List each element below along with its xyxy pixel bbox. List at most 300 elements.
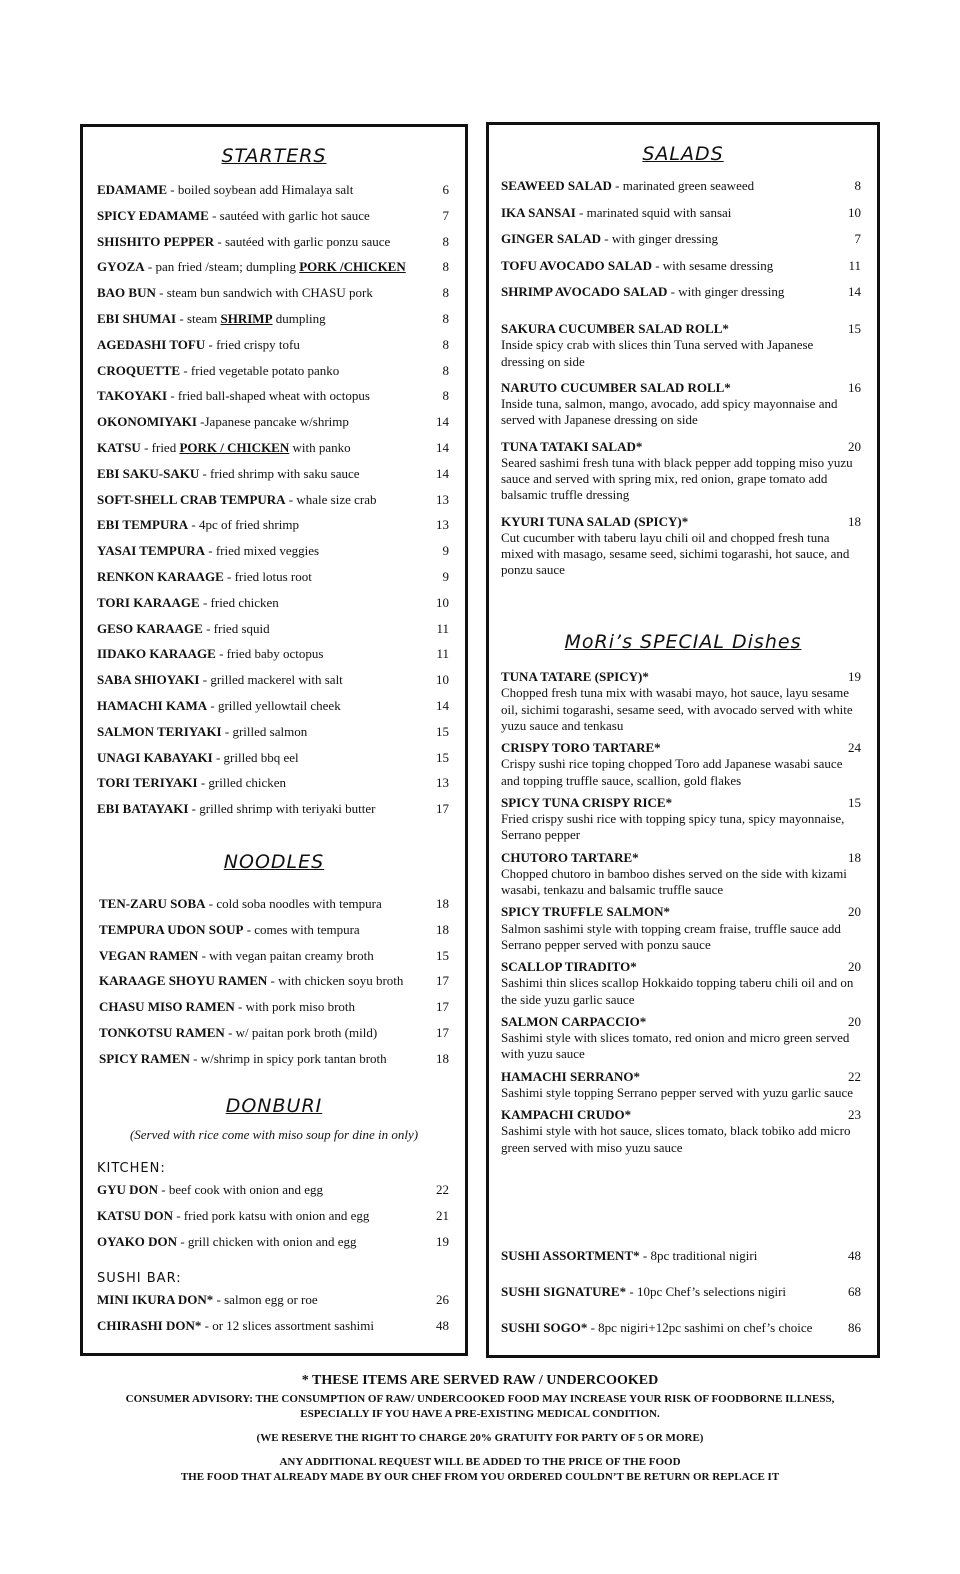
item-name: KATSU xyxy=(97,440,141,455)
special-dishes-list xyxy=(501,669,861,1162)
item-name: TONKOTSU RAMEN xyxy=(99,1025,225,1040)
menu-item-text xyxy=(99,1000,427,1015)
item-price: 8 xyxy=(442,259,449,275)
item-name: SOFT-SHELL CRAB TEMPURA xyxy=(97,492,286,507)
item-description: - or 12 slices assortment sashimi xyxy=(201,1319,374,1333)
item-name: TUNA TATAKI SALAD* xyxy=(501,438,643,454)
item-price: 6 xyxy=(442,182,449,197)
item-description: - with pork miso broth xyxy=(234,1000,356,1015)
item-price: 14 xyxy=(436,697,449,713)
menu-item xyxy=(501,1107,861,1156)
menu-item-text xyxy=(97,467,427,482)
item-price: 11 xyxy=(436,646,449,662)
menu-item-text xyxy=(97,622,427,637)
item-price: 8 xyxy=(854,178,861,193)
item-name: SABA SHIOYAKI xyxy=(97,673,200,688)
item-price: 15 xyxy=(848,321,861,336)
item-description: - comes with tempura xyxy=(243,922,360,937)
menu-item-text xyxy=(97,570,427,585)
item-price: 18 xyxy=(848,513,861,529)
menu-item xyxy=(97,1209,449,1235)
salads-detailed-list xyxy=(501,321,861,589)
item-price: 18 xyxy=(848,849,861,865)
item-description-tail: with panko xyxy=(289,440,351,455)
menu-item-text xyxy=(97,802,427,817)
menu-item xyxy=(97,1293,449,1319)
item-description: Sashimi style with slices tomato, red onion and micro green served with yuzu sauce xyxy=(501,1030,850,1062)
item-description: Seared sashimi fresh tuna with black pepper add topping miso yuzu sauce and served with spring mix, red onion, grape tomato add balsamic truffle dressing xyxy=(501,454,853,503)
item-price: 8 xyxy=(442,285,449,301)
menu-item-text xyxy=(97,209,427,224)
item-description: - marinated squid with sansai xyxy=(575,205,732,220)
item-name: GINGER SALAD xyxy=(501,232,602,246)
item-description: - grilled yellowtail cheek xyxy=(207,698,341,713)
item-price: 16 xyxy=(848,379,861,395)
item-name: EBI SAKU-SAKU xyxy=(97,466,200,481)
item-name: GYOZA xyxy=(97,260,145,275)
menu-item-text xyxy=(97,441,427,456)
item-name: UNAGI KABAYAKI xyxy=(97,750,213,765)
menu-item xyxy=(97,209,449,235)
kitchen-label: KITCHEN: xyxy=(97,1161,166,1176)
menu-item-text xyxy=(97,312,427,327)
item-price: 10 xyxy=(436,672,449,688)
menu-item-text xyxy=(99,974,427,989)
item-price: 7 xyxy=(854,231,861,246)
item-name: SAKURA CUCUMBER SALAD ROLL* xyxy=(501,321,729,336)
item-description: Inside tuna, salmon, mango, avocado, add spicy mayonnaise and served with Japanese dressing on side xyxy=(501,396,838,428)
starters-heading: STARTERS xyxy=(221,145,327,167)
item-name: SUSHI ASSORTMENT* xyxy=(501,1249,640,1263)
item-name: SPICY EDAMAME xyxy=(97,208,209,223)
item-price: 14 xyxy=(436,414,449,430)
menu-item-text xyxy=(501,285,839,300)
item-option: PORK /CHICKEN xyxy=(299,260,406,275)
item-name: TORI KARAAGE xyxy=(97,595,200,610)
menu-item-text xyxy=(97,544,427,559)
item-price: 18 xyxy=(436,1050,449,1066)
item-price: 48 xyxy=(436,1318,449,1333)
menu-item xyxy=(501,259,861,286)
menu-item xyxy=(99,923,449,949)
item-name: EBI TEMPURA xyxy=(97,518,189,533)
return-notice: THE FOOD THAT ALREADY MADE BY OUR CHEF FROM YOU ORDERED COULDN’T BE RETURN OR REPLACE IT xyxy=(180,1471,780,1483)
item-description: - fried baby octopus xyxy=(215,647,324,662)
item-price: 17 xyxy=(436,973,449,989)
menu-item-text xyxy=(99,1052,427,1067)
donburi-heading: DONBURI xyxy=(225,1095,323,1117)
menu-item-text xyxy=(97,1235,427,1250)
menu-item-text xyxy=(501,206,839,221)
item-price: 23 xyxy=(848,1107,861,1122)
menu-item xyxy=(97,467,449,493)
item-description: Inside spicy crab with slices thin Tuna served with Japanese dressing on side xyxy=(501,337,814,369)
item-name: BAO BUN xyxy=(97,286,156,301)
menu-item-text xyxy=(99,949,427,964)
item-description: - grilled shrimp with teriyaki butter xyxy=(188,802,376,817)
item-description: - grilled bbq eel xyxy=(212,750,299,765)
item-price: 20 xyxy=(848,1013,861,1029)
menu-item-text xyxy=(97,776,427,791)
menu-item xyxy=(97,570,449,596)
item-description: - fried crispy tofu xyxy=(205,337,300,352)
item-price: 10 xyxy=(436,594,449,610)
menu-item-text xyxy=(97,493,427,508)
menu-item xyxy=(97,415,449,441)
item-description: -Japanese pancake w/shrimp xyxy=(196,415,349,430)
item-name: CHUTORO TARTARE* xyxy=(501,849,639,865)
salads-heading: SALADS xyxy=(642,143,724,165)
item-price: 22 xyxy=(436,1182,449,1197)
item-description: - cold soba noodles with tempura xyxy=(205,897,382,911)
menu-item xyxy=(99,1052,449,1078)
item-name: KAMPACHI CRUDO* xyxy=(501,1107,632,1122)
item-description: - fried pork katsu with onion and egg xyxy=(172,1209,370,1223)
item-description: Sashimi thin slices scallop Hokkaido topping taberu chili oil and on the side yuzu garlic sauce xyxy=(501,975,854,1007)
gratuity-notice: (WE RESERVE THE RIGHT TO CHARGE 20% GRATUITY FOR PARTY OF 5 OR MORE) xyxy=(256,1432,704,1444)
item-name: HAMACHI KAMA xyxy=(97,698,208,713)
item-description: - 4pc of fried shrimp xyxy=(188,518,299,533)
menu-item xyxy=(501,514,861,579)
menu-item xyxy=(97,493,449,519)
item-description: Chopped chutoro in bamboo dishes served on the side with kizami wasabi, tenkazu and balsamic truffle sauce xyxy=(501,865,847,897)
menu-item-text xyxy=(97,596,427,611)
item-name: SPICY TRUFFLE SALMON* xyxy=(501,904,671,920)
left-menu-panel xyxy=(80,124,468,1356)
item-price: 14 xyxy=(436,465,449,481)
item-name: TOFU AVOCADO SALAD xyxy=(501,258,652,273)
item-price: 19 xyxy=(848,669,861,684)
donburi-note: (Served with rice come with miso soup for dine in only) xyxy=(129,1127,419,1142)
item-name: OKONOMIYAKI xyxy=(97,415,197,430)
menu-item xyxy=(97,338,449,364)
item-price: 15 xyxy=(436,749,449,765)
item-price: 17 xyxy=(436,1024,449,1040)
item-description: - with chicken soyu broth xyxy=(267,974,404,989)
item-description: Fried crispy sushi rice with topping spicy tuna, spicy mayonnaise, Serrano pepper xyxy=(501,811,845,843)
item-name: AGEDASHI TOFU xyxy=(97,337,206,352)
item-option: PORK / CHICKEN xyxy=(179,440,290,455)
item-price: 17 xyxy=(436,801,449,817)
item-description-tail: dumpling xyxy=(272,311,326,326)
right-menu-panel xyxy=(486,122,880,1358)
item-description: - 8pc nigiri+12pc sashimi on chef’s choice xyxy=(587,1321,813,1335)
item-description: - with ginger dressing xyxy=(667,285,785,299)
item-name: VEGAN RAMEN xyxy=(99,948,199,963)
sushi-sets-list xyxy=(501,1249,861,1357)
item-name: CRISPY TORO TARTARE* xyxy=(501,740,661,755)
menu-item xyxy=(501,795,861,844)
item-price: 11 xyxy=(436,620,449,636)
menu-item xyxy=(501,1014,861,1063)
item-description: - w/shrimp in spicy pork tantan broth xyxy=(189,1051,387,1066)
menu-item-text xyxy=(97,1293,427,1308)
item-name: NARUTO CUCUMBER SALAD ROLL* xyxy=(501,379,731,395)
menu-item-text xyxy=(97,725,427,740)
menu-item xyxy=(97,441,449,467)
menu-item-text xyxy=(97,415,427,430)
kitchen-list xyxy=(97,1183,449,1261)
item-name: TEMPURA UDON SOUP xyxy=(99,922,244,937)
menu-item xyxy=(501,1249,861,1285)
item-name: RENKON KARAAGE xyxy=(97,569,224,584)
item-description: Cut cucumber with taberu layu chili oil and chopped fresh tuna mixed with masago, sesame seed, sichimi togarashi, hot sauce, and ponzu sauce xyxy=(501,529,850,578)
item-description: - steam xyxy=(176,311,221,326)
item-price: 17 xyxy=(436,999,449,1015)
menu-item-text xyxy=(501,232,839,247)
sushi-bar-list xyxy=(97,1293,449,1345)
menu-item xyxy=(97,312,449,338)
item-description: - with ginger dressing xyxy=(601,232,719,246)
menu-item xyxy=(99,974,449,1000)
menu-item xyxy=(501,285,861,312)
item-name: IIDAKO KARAAGE xyxy=(97,647,216,662)
item-price: 13 xyxy=(436,491,449,507)
menu-item xyxy=(501,232,861,259)
item-name: SHRIMP AVOCADO SALAD xyxy=(501,285,668,299)
menu-item xyxy=(501,1285,861,1321)
menu-item-text xyxy=(97,699,427,714)
noodles-heading: NOODLES xyxy=(223,851,325,873)
item-description: - beef cook with onion and egg xyxy=(158,1183,324,1197)
menu-item xyxy=(99,1026,449,1052)
menu-item-text xyxy=(99,923,427,938)
item-name: GYU DON xyxy=(97,1183,159,1197)
menu-item xyxy=(97,1319,449,1345)
item-description: - fried chicken xyxy=(199,595,279,610)
item-price: 15 xyxy=(436,947,449,963)
item-description: - fried xyxy=(140,440,180,455)
item-price: 14 xyxy=(436,439,449,455)
item-description: - marinated green seaweed xyxy=(611,179,755,193)
item-description: - 10pc Chef’s selections nigiri xyxy=(626,1285,787,1299)
item-description: - whale size crab xyxy=(285,492,377,507)
menu-item xyxy=(501,904,861,953)
item-name: HAMACHI SERRANO* xyxy=(501,1068,641,1084)
item-price: 10 xyxy=(848,204,861,220)
menu-item-text xyxy=(501,1285,839,1300)
menu-item-text xyxy=(97,1209,427,1224)
menu-item xyxy=(97,647,449,673)
item-price: 22 xyxy=(848,1068,861,1084)
menu-item xyxy=(97,235,449,261)
item-name: CROQUETTE xyxy=(97,363,181,378)
menu-item xyxy=(97,776,449,802)
item-name: KYURI TUNA SALAD (SPICY)* xyxy=(501,513,689,529)
item-price: 48 xyxy=(848,1248,861,1263)
item-name: CHIRASHI DON* xyxy=(97,1319,202,1333)
item-description: - fried shrimp with saku sauce xyxy=(199,466,360,481)
menu-item xyxy=(501,439,861,504)
item-description: - 8pc traditional nigiri xyxy=(639,1249,758,1263)
special-heading: MoRi’s SPECIAL Dishes xyxy=(564,631,802,653)
menu-item-text xyxy=(99,1026,427,1041)
item-name: YASAI TEMPURA xyxy=(97,544,205,559)
menu-item xyxy=(97,389,449,415)
item-price: 9 xyxy=(442,543,449,559)
item-description: - grilled salmon xyxy=(221,724,308,739)
item-name: OYAKO DON xyxy=(97,1235,178,1249)
menu-item xyxy=(501,1321,861,1357)
item-name: TEN-ZARU SOBA xyxy=(99,897,206,911)
item-name: SPICY RAMEN xyxy=(99,1051,190,1066)
menu-item xyxy=(97,673,449,699)
item-price: 9 xyxy=(442,568,449,584)
item-description: - steam bun sandwich with CHASU pork xyxy=(155,286,373,301)
item-name: SPICY TUNA CRISPY RICE* xyxy=(501,794,673,810)
menu-item xyxy=(97,183,449,209)
item-name: SEAWEED SALAD xyxy=(501,179,612,193)
item-description: Chopped fresh tuna mix with wasabi mayo, hot sauce, layu sesame oil, sichimi togarashi, sesame seed, with avocado served with white yuzu sauce and tenkasu xyxy=(501,685,853,733)
item-description: - fried vegetable potato panko xyxy=(180,363,340,378)
item-description: - boiled soybean add Himalaya salt xyxy=(167,183,354,197)
item-description: - with vegan paitan creamy broth xyxy=(198,948,374,963)
menu-item xyxy=(97,1235,449,1261)
item-price: 24 xyxy=(848,740,861,755)
item-name: SALMON CARPACCIO* xyxy=(501,1013,647,1029)
item-description: Sashimi style topping Serrano pepper served with yuzu garlic sauce xyxy=(501,1084,853,1100)
item-price: 7 xyxy=(442,207,449,223)
item-price: 8 xyxy=(442,362,449,378)
menu-item xyxy=(97,544,449,570)
item-price: 20 xyxy=(848,959,861,974)
item-price: 86 xyxy=(848,1320,861,1335)
menu-item-text xyxy=(97,751,427,766)
item-description: - grilled chicken xyxy=(197,776,286,791)
menu-item-text xyxy=(501,1249,839,1264)
starters-list xyxy=(97,183,449,828)
item-price: 8 xyxy=(442,336,449,352)
menu-item xyxy=(97,802,449,828)
menu-item xyxy=(501,321,861,370)
sushi-bar-label: SUSHI BAR: xyxy=(97,1271,182,1286)
menu-item-text xyxy=(97,260,427,275)
item-option: SHRIMP xyxy=(220,311,273,326)
menu-item xyxy=(97,1183,449,1209)
item-price: 14 xyxy=(848,284,861,299)
menu-item-text xyxy=(97,1319,427,1334)
item-name: IKA SANSAI xyxy=(501,205,576,220)
menu-item-text xyxy=(97,235,427,250)
item-price: 21 xyxy=(436,1208,449,1223)
item-name: TORI TERIYAKI xyxy=(97,776,198,791)
menu-item xyxy=(97,286,449,312)
item-price: 8 xyxy=(442,310,449,326)
menu-item-text xyxy=(97,647,427,662)
menu-item xyxy=(99,897,449,923)
menu-item xyxy=(97,725,449,751)
item-name: EDAMAME xyxy=(97,183,168,197)
menu-item xyxy=(501,206,861,233)
item-price: 18 xyxy=(436,896,449,911)
menu-item-text xyxy=(97,338,427,353)
item-description: - fried squid xyxy=(202,621,270,636)
menu-item xyxy=(501,179,861,206)
item-price: 20 xyxy=(848,904,861,920)
item-price: 26 xyxy=(436,1292,449,1307)
menu-item-text xyxy=(97,389,427,404)
item-description: - grilled mackerel with salt xyxy=(199,673,343,688)
item-name: SUSHI SOGO* xyxy=(501,1321,588,1335)
noodles-list xyxy=(99,897,449,1078)
item-description: Crispy sushi rice toping chopped Toro add Japanese wasabi sauce and topping truffle sauce, scallion, gold flakes xyxy=(501,756,843,788)
item-description: - with sesame dressing xyxy=(651,258,774,273)
item-price: 13 xyxy=(436,775,449,791)
menu-item-text xyxy=(97,1183,427,1198)
menu-item xyxy=(501,669,861,734)
item-price: 8 xyxy=(442,233,449,249)
menu-item xyxy=(501,959,861,1008)
item-price: 15 xyxy=(436,723,449,739)
item-description: - fried ball-shaped wheat with octopus xyxy=(167,389,370,404)
menu-item xyxy=(97,364,449,390)
item-name: KARAAGE SHOYU RAMEN xyxy=(99,974,268,989)
item-name: SCALLOP TIRADITO* xyxy=(501,959,637,974)
item-description: Salmon sashimi style with topping cream fraise, truffle sauce add Serrano pepper served with ponzu sauce xyxy=(501,920,841,952)
item-description: - fried lotus root xyxy=(223,569,312,584)
menu-item-text xyxy=(97,518,427,533)
menu-item xyxy=(97,260,449,286)
item-price: 68 xyxy=(848,1284,861,1299)
item-description: - sautéed with garlic ponzu sauce xyxy=(214,234,391,249)
item-name: GESO KARAAGE xyxy=(97,621,203,636)
menu-item-text xyxy=(97,183,427,198)
menu-item-text xyxy=(97,673,427,688)
menu-item xyxy=(97,622,449,648)
menu-item xyxy=(501,380,861,429)
salads-simple-list xyxy=(501,179,861,312)
item-description: - w/ paitan pork broth (mild) xyxy=(224,1025,378,1040)
menu-item-text xyxy=(501,259,839,274)
menu-item xyxy=(99,1000,449,1026)
menu-item-text xyxy=(99,897,427,912)
menu-item xyxy=(97,518,449,544)
item-name: EBI SHUMAI xyxy=(97,311,177,326)
item-price: 19 xyxy=(436,1234,449,1249)
item-price: 15 xyxy=(848,794,861,810)
menu-item xyxy=(97,699,449,725)
item-name: CHASU MISO RAMEN xyxy=(99,1000,235,1015)
menu-item xyxy=(97,596,449,622)
menu-item xyxy=(97,751,449,777)
item-price: 11 xyxy=(848,257,861,273)
menu-item-text xyxy=(97,286,427,301)
menu-item xyxy=(501,740,861,789)
item-description: - sautéed with garlic hot sauce xyxy=(208,208,370,223)
item-name: KATSU DON xyxy=(97,1209,173,1223)
item-description: - grill chicken with onion and egg xyxy=(177,1235,357,1249)
menu-item xyxy=(99,949,449,975)
menu-item-text xyxy=(501,179,839,194)
item-price: 13 xyxy=(436,517,449,533)
item-name: SUSHI SIGNATURE* xyxy=(501,1285,627,1299)
item-name: SALMON TERIYAKI xyxy=(97,724,222,739)
item-description: - pan fried /steam; dumpling xyxy=(144,260,300,275)
item-description: - fried mixed veggies xyxy=(205,544,320,559)
menu-item-text xyxy=(501,1321,839,1336)
item-name: SHISHITO PEPPER xyxy=(97,234,215,249)
item-price: 18 xyxy=(436,921,449,937)
raw-notice: * THESE ITEMS ARE SERVED RAW / UNDERCOOKED xyxy=(301,1373,659,1388)
request-notice: ANY ADDITIONAL REQUEST WILL BE ADDED TO THE PRICE OF THE FOOD xyxy=(279,1456,681,1468)
menu-item xyxy=(501,850,861,899)
menu-item-text xyxy=(97,364,427,379)
item-description: - salmon egg or roe xyxy=(213,1293,318,1307)
consumer-advisory: CONSUMER ADVISORY: THE CONSUMPTION OF RAW/ UNDERCOOKED FOOD MAY INCREASE YOUR RISK OF FOODBORNE ILLNESS, xyxy=(125,1393,835,1405)
item-name: TAKOYAKI xyxy=(97,389,168,404)
item-name: EBI BATAYAKI xyxy=(97,802,189,817)
item-price: 8 xyxy=(442,388,449,404)
